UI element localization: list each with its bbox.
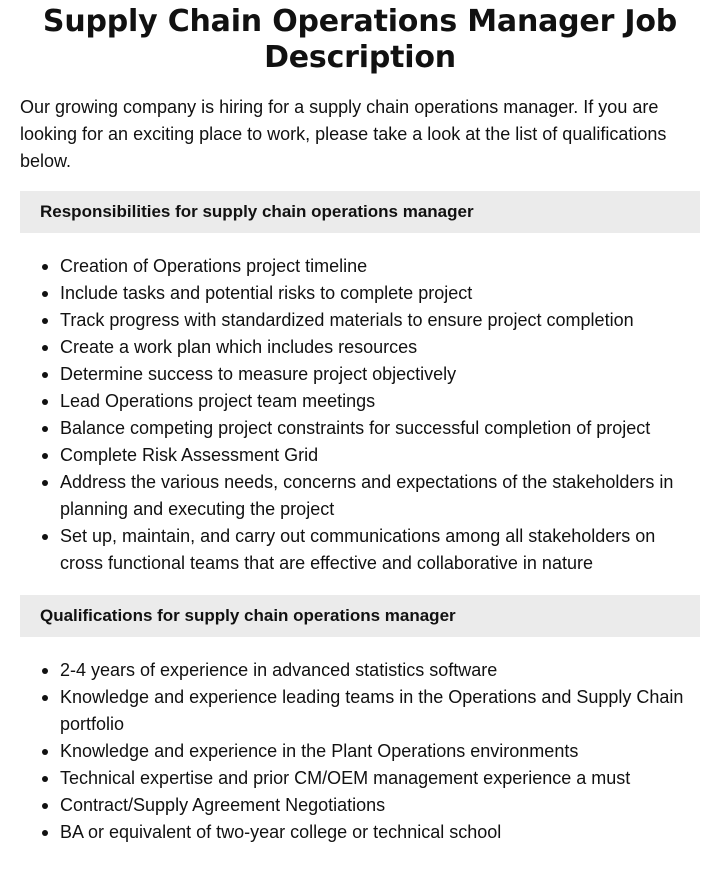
list-item-text: Creation of Operations project timeline xyxy=(60,256,368,276)
list-item xyxy=(60,361,700,388)
bullet-icon xyxy=(42,318,48,324)
list-item xyxy=(60,442,700,469)
list-item-text: Track progress with standardized materials to ensure project completion xyxy=(60,310,634,330)
qualifications-list xyxy=(20,657,700,846)
list-item-text: 2-4 years of experience in advanced statistics software xyxy=(60,660,498,680)
list-item-text: Create a work plan which includes resources xyxy=(60,337,418,357)
list-item-text: Address the various needs, concerns and expectations of the stakeholders in planning and executing the project xyxy=(60,472,674,519)
list-item xyxy=(60,523,700,577)
list-item xyxy=(60,765,700,792)
list-item xyxy=(60,819,700,846)
bullet-icon xyxy=(42,668,48,674)
list-item-text: BA or equivalent of two-year college or technical school xyxy=(60,822,502,842)
list-item xyxy=(60,415,700,442)
list-item xyxy=(60,388,700,415)
bullet-icon xyxy=(42,695,48,701)
bullet-icon xyxy=(42,345,48,351)
bullet-icon xyxy=(42,264,48,270)
bullet-icon xyxy=(42,803,48,809)
list-item xyxy=(60,469,700,523)
list-item xyxy=(60,684,700,738)
list-item-text: Lead Operations project team meetings xyxy=(60,391,376,411)
list-item-text: Contract/Supply Agreement Negotiations xyxy=(60,795,386,815)
list-item xyxy=(60,253,700,280)
list-item-text: Knowledge and experience leading teams in the Operations and Supply Chain portfolio xyxy=(60,687,684,734)
responsibilities-heading: Responsibilities for supply chain operations manager xyxy=(20,191,700,233)
list-item xyxy=(60,657,700,684)
list-item-text: Set up, maintain, and carry out communications among all stakeholders on cross functional teams that are effective and collaborative in nature xyxy=(60,526,656,573)
bullet-icon xyxy=(42,426,48,432)
bullet-icon xyxy=(42,480,48,486)
bullet-icon xyxy=(42,291,48,297)
bullet-icon xyxy=(42,372,48,378)
list-item xyxy=(60,792,700,819)
list-item-text: Balance competing project constraints for successful completion of project xyxy=(60,418,651,438)
list-item xyxy=(60,280,700,307)
list-item xyxy=(60,738,700,765)
list-item xyxy=(60,334,700,361)
qualifications-heading: Qualifications for supply chain operations manager xyxy=(20,595,700,637)
list-item-text: Knowledge and experience in the Plant Operations environments xyxy=(60,741,579,761)
responsibilities-list xyxy=(20,253,700,577)
bullet-icon xyxy=(42,776,48,782)
list-item-text: Include tasks and potential risks to complete project xyxy=(60,283,473,303)
bullet-icon xyxy=(42,453,48,459)
intro-paragraph: Our growing company is hiring for a supply chain operations manager. If you are looking for an exciting place to work, please take a look at the list of qualifications below. xyxy=(20,97,667,171)
list-item xyxy=(60,307,700,334)
list-item-text: Complete Risk Assessment Grid xyxy=(60,445,319,465)
bullet-icon xyxy=(42,399,48,405)
list-item-text: Determine success to measure project objectively xyxy=(60,364,457,384)
bullet-icon xyxy=(42,534,48,540)
page-title: Supply Chain Operations Manager Job Description xyxy=(42,4,678,75)
bullet-icon xyxy=(42,830,48,836)
list-item-text: Technical expertise and prior CM/OEM management experience a must xyxy=(60,768,631,788)
bullet-icon xyxy=(42,749,48,755)
